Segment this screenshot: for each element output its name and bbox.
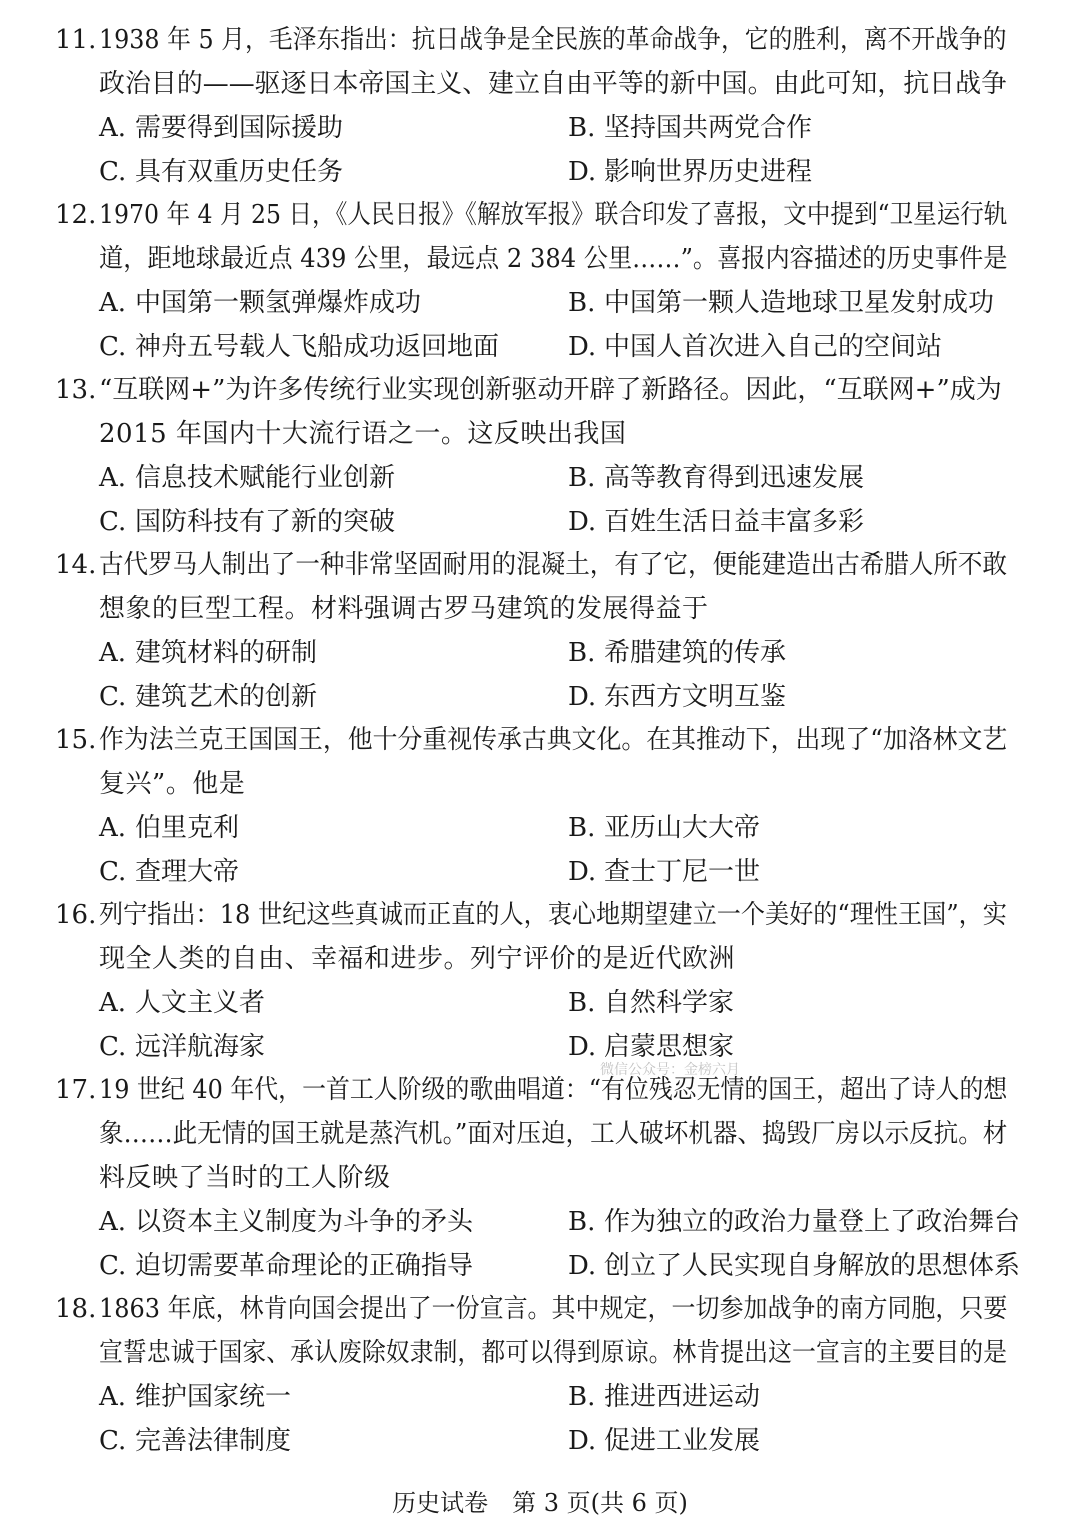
- question-stem-line: 19 世纪 40 年代，一首工人阶级的歌曲唱道：“有位残忍无情的国王，超出了诗人的想: [99, 1075, 1008, 1105]
- question-stem-line: 1938 年 5 月，毛泽东指出：抗日战争是全民族的革命战争，它的胜利，离不开战争的: [99, 25, 1007, 55]
- watermark: 微信公众号：金榜六月: [600, 1062, 740, 1078]
- question-stem-line: 政治目的——驱逐日本帝国主义、建立自由平等的新中国。由此可知，抗日战争: [99, 69, 1008, 99]
- option-d: D. 查士丁尼一世: [568, 857, 761, 887]
- page-footer: 历史试卷 第 3 页(共 6 页): [392, 1489, 688, 1517]
- option-c: C. 查理大帝: [99, 857, 240, 887]
- option-d: D. 启蒙思想家: [568, 1032, 735, 1062]
- question-number: 15.: [55, 725, 97, 755]
- option-a: A. 中国第一颗氢弹爆炸成功: [99, 288, 422, 318]
- option-c: C. 具有双重历史任务: [99, 157, 344, 187]
- question-number: 13.: [55, 375, 97, 405]
- question-stem-line: 料反映了当时的工人阶级: [99, 1163, 391, 1193]
- question-stem-line: 古代罗马人制出了一种非常坚固耐用的混凝土，有了它，便能建造出古希腊人所不敢: [99, 550, 1008, 580]
- option-c: C. 远洋航海家: [99, 1032, 266, 1062]
- option-b: B. 推进西进运动: [568, 1382, 761, 1412]
- question-number: 14.: [55, 550, 97, 580]
- question-stem-line: 想象的巨型工程。材料强调古罗马建筑的发展得益于: [99, 594, 709, 624]
- question-stem-line: 1863 年底，林肯向国会提出了一份宣言。其中规定，一切参加战争的南方同胞，只要: [99, 1294, 1008, 1324]
- question-number: 16.: [55, 900, 97, 930]
- option-c: C. 神舟五号载人飞船成功返回地面: [99, 332, 500, 362]
- option-b: B. 希腊建筑的传承: [568, 638, 787, 668]
- option-a: A. 需要得到国际援助: [99, 113, 344, 143]
- option-a: A. 伯里克利: [99, 813, 240, 843]
- option-b: B. 亚历山大大帝: [568, 813, 761, 843]
- question-number: 12.: [55, 200, 97, 230]
- option-c: C. 建筑艺术的创新: [99, 682, 318, 712]
- option-a: A. 建筑材料的研制: [99, 638, 318, 668]
- option-d: D. 中国人首次进入自己的空间站: [568, 332, 943, 362]
- option-b: B. 坚持国共两党合作: [568, 113, 813, 143]
- option-b: B. 自然科学家: [568, 988, 735, 1018]
- question-stem-line: 作为法兰克王国国王，他十分重视传承古典文化。在其推动下，出现了“加洛林文艺: [99, 725, 1008, 755]
- question-stem-line: 现全人类的自由、幸福和进步。列宁评价的是近代欧洲: [99, 944, 736, 974]
- question-number: 11.: [55, 25, 97, 55]
- option-a: A. 人文主义者: [99, 988, 266, 1018]
- question-stem-line: 列宁指出：18 世纪这些真诚而正直的人，衷心地期望建立一个美好的“理性王国”，实: [99, 900, 1007, 930]
- question-stem-line: 宣誓忠诚于国家、承认废除奴隶制，都可以得到原谅。林肯提出这一宣言的主要目的是: [99, 1338, 1008, 1368]
- question-stem-line: 道，距地球最近点 439 公里，最远点 2 384 公里……”。喜报内容描述的历史事件是: [99, 244, 1008, 274]
- option-a: A. 维护国家统一: [99, 1382, 292, 1412]
- option-d: D. 东西方文明互鉴: [568, 682, 787, 712]
- option-b: B. 作为独立的政治力量登上了政治舞台: [568, 1207, 1021, 1237]
- option-d: D. 百姓生活日益丰富多彩: [568, 507, 865, 537]
- question-number: 18.: [55, 1294, 97, 1324]
- question-stem-line: “互联网+”为许多传统行业实现创新驱动开辟了新路径。因此，“互联网+”成为: [99, 375, 1002, 405]
- option-b: B. 高等教育得到迅速发展: [568, 463, 865, 493]
- option-d: D. 影响世界历史进程: [568, 157, 813, 187]
- option-c: C. 完善法律制度: [99, 1426, 292, 1456]
- question-number: 17.: [55, 1075, 97, 1105]
- question-stem-line: 1970 年 4 月 25 日，《人民日报》《解放军报》联合印发了喜报，文中提到“卫星运行轨: [99, 200, 1008, 230]
- option-a: A. 以资本主义制度为斗争的矛头: [99, 1207, 474, 1237]
- option-d: D. 促进工业发展: [568, 1426, 761, 1456]
- option-a: A. 信息技术赋能行业创新: [99, 463, 396, 493]
- option-c: C. 迫切需要革命理论的正确指导: [99, 1251, 474, 1281]
- question-stem-line: 象……此无情的国王就是蒸汽机。”面对压迫，工人破坏机器、捣毁厂房以示反抗。材: [99, 1119, 1008, 1149]
- option-c: C. 国防科技有了新的突破: [99, 507, 396, 537]
- option-b: B. 中国第一颗人造地球卫星发射成功: [568, 288, 995, 318]
- question-stem-line: 2015 年国内十大流行语之一。这反映出我国: [99, 419, 627, 449]
- question-stem-line: 复兴”。他是: [99, 769, 246, 799]
- option-d: D. 创立了人民实现自身解放的思想体系: [568, 1251, 1021, 1281]
